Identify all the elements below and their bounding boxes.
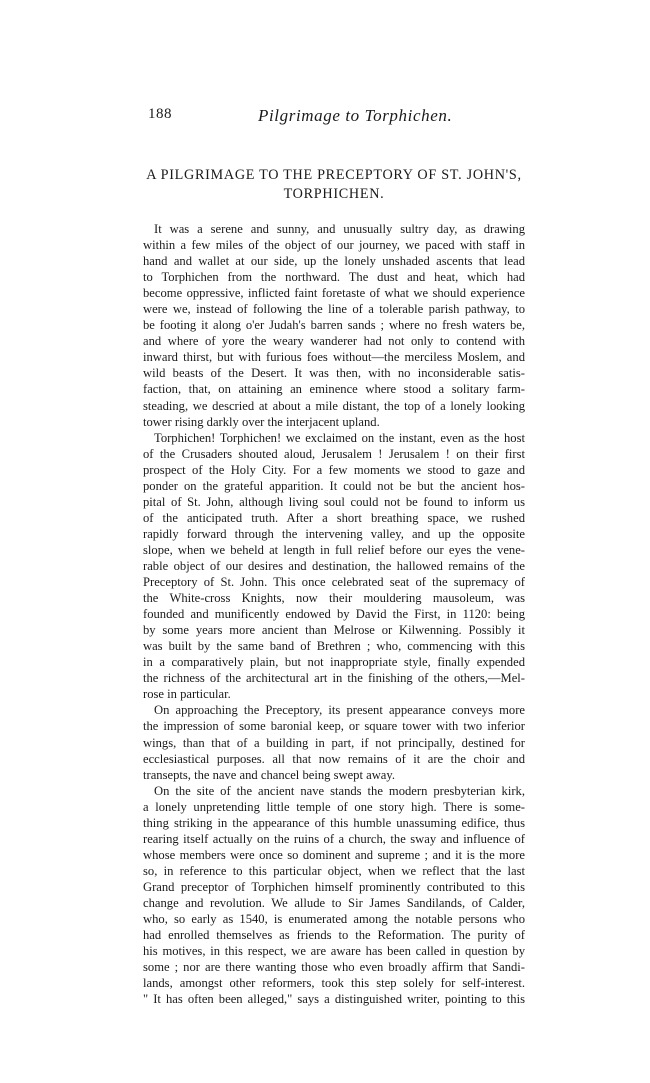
body-line: hand and wallet at our side, up the lonely unshaded ascents that lead [143,254,525,269]
body-line: rearing itself actually on the ruins of a church, the sway and influence of [143,831,525,846]
body-line: Grand preceptor of Torphichen himself prominently contributed to this [143,879,525,894]
article-body [143,221,525,1007]
body-line: become oppressive, inflicted faint foretaste of what we should experience [143,286,525,301]
body-line: tower rising darkly over the interjacent upland. [143,414,380,429]
body-line: was built by the same band of Brethren ; who, commencing with this [143,639,525,654]
body-line: whose members were once so dominent and supreme ; and it is the more [143,847,525,862]
body-line: Preceptory of St. John. This once celebrated seat of the supremacy of [143,575,525,590]
body-line: On approaching the Preceptory, its present appearance conveys more [154,703,525,718]
body-line: transepts, the nave and chancel being swept away. [143,767,396,782]
body-line: ecclesiastical purposes. all that now remains of it are the choir and [143,751,525,766]
body-line: the impression of some baronial keep, or square tower with two inferior [143,719,525,734]
body-line: who, so early as 1540, is enumerated among the notable persons who [143,912,525,927]
body-line: inward thirst, but with furious foes without—the merciless Moslem, and [143,350,525,365]
body-line: the White-cross Knights, now their mouldering mausoleum, was [143,591,525,606]
body-line: so, in reference to this particular object, when we reflect that the last [143,863,525,878]
running-head [148,106,520,128]
body-line: prospect of the Holy City. For a few moments we stood to gaze and [143,462,525,477]
running-title: Pilgrimage to Torphichen. [258,106,453,125]
article-title-line: TORPHICHEN. [283,186,385,202]
body-line: rable object of our desires and destination, the hallowed remains of the [143,558,525,573]
body-line: in a comparatively plain, but not inappropriate style, finally expended [143,655,525,670]
body-line: Torphichen! Torphichen! we exclaimed on the instant, even as the host [154,430,525,445]
body-line: of the Crusaders shouted aloud, Jerusalem ! Jerusalem ! on their first [143,446,525,461]
body-line: " It has often been alleged," says a distinguished writer, pointing to this [143,992,525,1007]
body-line: had enrolled themselves as friends to the Reformation. The purity of [143,928,525,943]
article-title-line: A PILGRIMAGE TO THE PRECEPTORY OF ST. JOHN'S, [146,167,522,183]
body-line: the richness of the architectural art in the finishing of the others,—Mel- [143,671,525,686]
body-line: faction, that, on attaining an eminence where stood a solitary farm- [143,382,525,397]
body-line: lands, amongst other reformers, took this step solely for self-interest. [143,976,525,991]
body-line: slope, when we beheld at length in full relief before our eyes the vene- [143,542,525,557]
body-line: ponder on the grateful apparition. It could not be but the ancient hos- [143,478,525,493]
body-line: thing striking in the appearance of this humble unassuming edifice, thus [143,815,525,830]
body-line: within a few miles of the object of our journey, we paced with staff in [143,238,525,253]
body-line: and where of yore the weary wanderer had not only to contend with [143,334,525,349]
body-line: steading, we descried at about a mile distant, the top of a lonely looking [143,398,525,413]
body-line: were we, instead of following the line of a tolerable parish pathway, to [143,302,525,317]
body-line: of the anticipated truth. After a short breathing space, we rushed [143,510,525,525]
body-line: rapidly forward through the intervening valley, and up the opposite [143,526,525,541]
body-line: wings, than that of a building in part, if not principally, destined for [143,735,525,750]
body-line: rose in particular. [143,687,231,702]
article-title [140,166,528,204]
body-line: his motives, in this respect, we are aware has been called in question by [143,944,525,959]
body-line: change and revolution. We allude to Sir James Sandilands, of Calder, [143,895,525,910]
body-line: pital of St. John, although living soul could not be found to inform us [143,494,525,509]
body-line: to Torphichen from the northward. The dust and heat, which had [143,270,525,285]
body-line: by some years more ancient than Melrose or Kilwenning. Possibly it [143,623,525,638]
body-line: wild beasts of the Desert. It was then, with no inconsiderable satis- [143,366,525,381]
body-line: On the site of the ancient nave stands the modern presbyterian kirk, [154,783,525,798]
page-number: 188 [148,106,172,122]
body-line: a lonely unpretending little temple of one story high. There is some- [143,799,525,814]
body-line: founded and munificently endowed by David the First, in 1120: being [143,607,525,622]
body-line: some ; nor are there wanting those who even broadly affirm that Sandi- [143,960,525,975]
body-line: be footing it along o'er Judah's barren sands ; where no fresh waters be, [143,318,525,333]
body-line: It was a serene and sunny, and unusually sultry day, as drawing [154,222,525,236]
